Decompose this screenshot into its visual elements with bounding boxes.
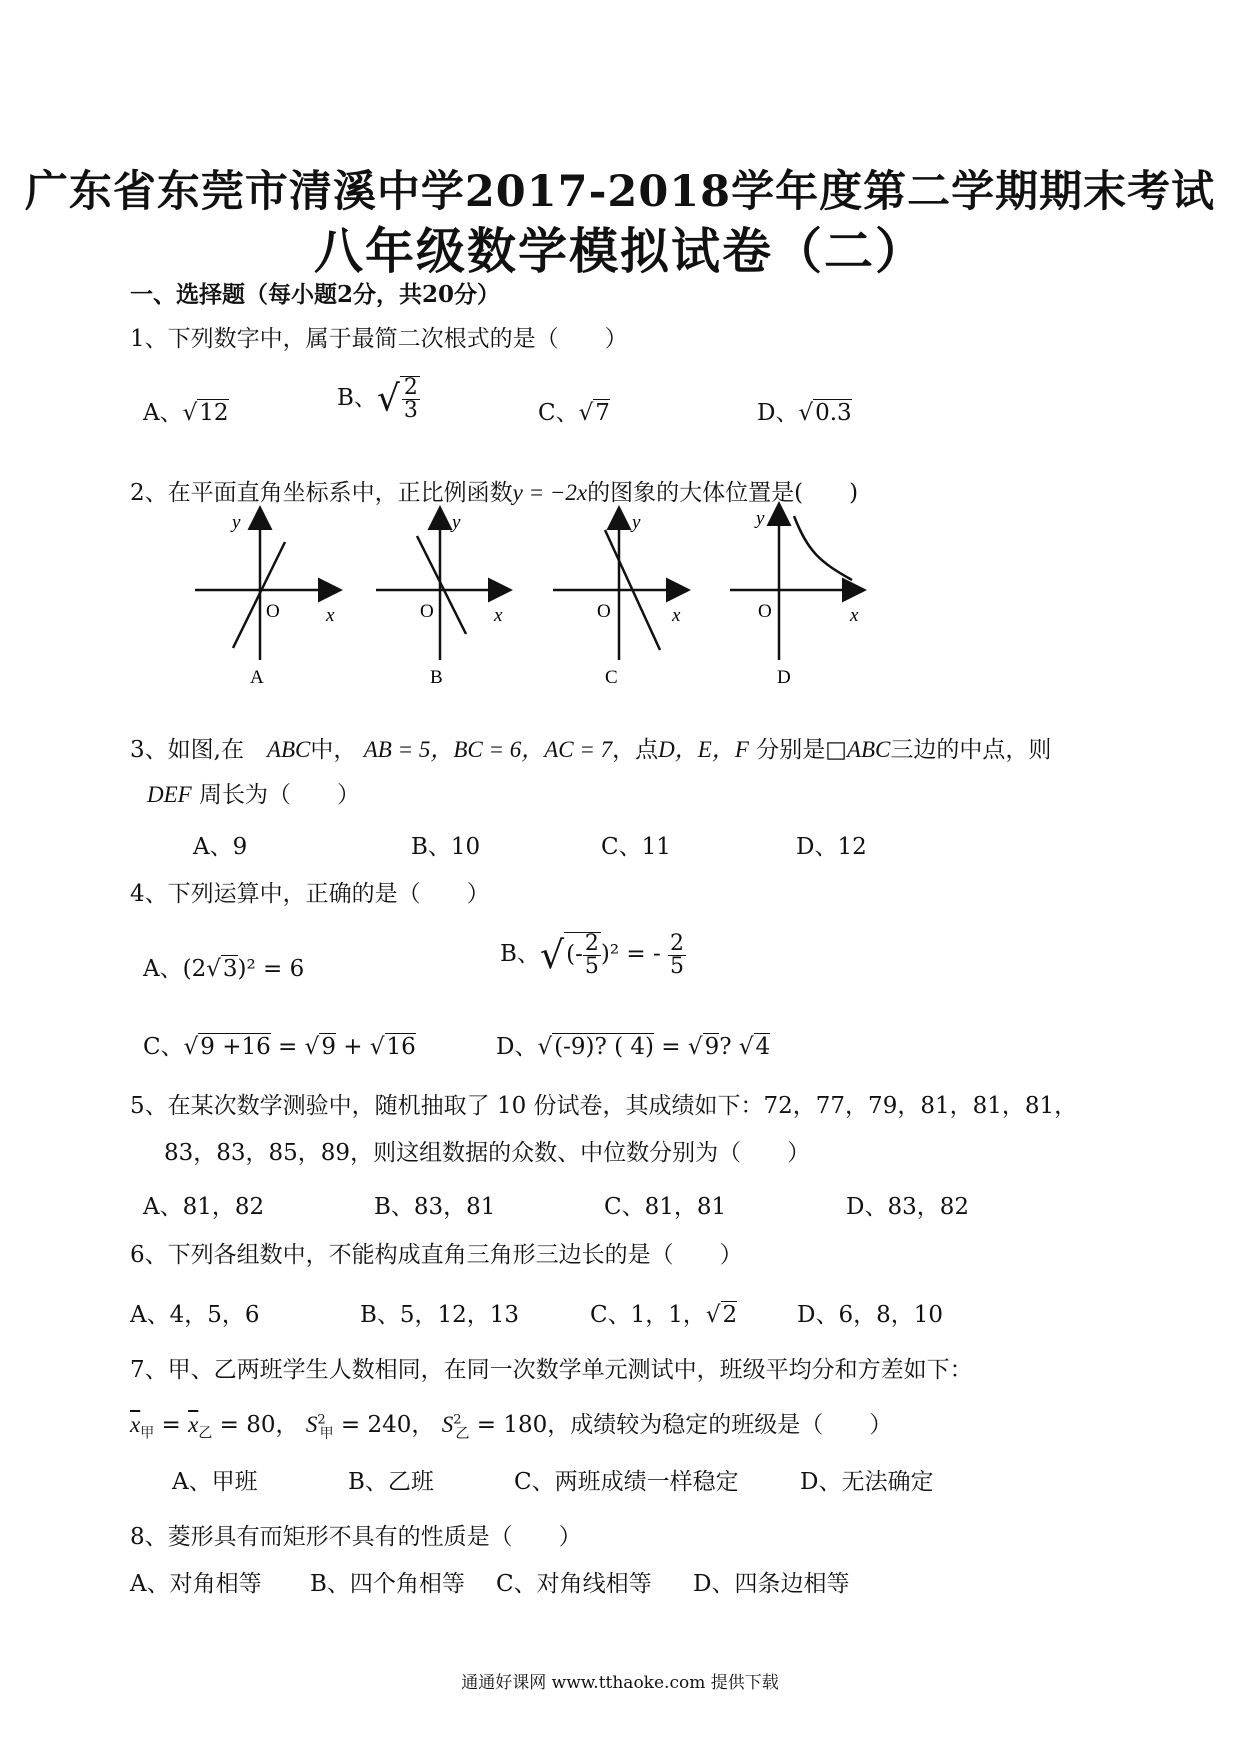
graph-d-x: x (850, 605, 859, 626)
graph-c (553, 510, 686, 688)
q5-option-c: C、81，81 (604, 1194, 727, 1220)
graph-a-x: x (326, 605, 335, 626)
q7-option-c: C、两班成绩一样稳定 (514, 1469, 739, 1495)
q7-option-d: D、无法确定 (800, 1469, 934, 1495)
graph-b (376, 510, 508, 688)
question-7-line2: $\overline{x}_甲 = \overline{x}_乙 = 80$， $S^2_甲 = 240$， $S^2_乙 = 180$，成绩较为稳定的班级是（ ） (130, 1412, 893, 1442)
graph-d-curve (794, 516, 852, 580)
question-3-line1: 3、如图,在 ABC中， AB = 5，BC = 6，AC = 7，点D，E，F 分别是□ABC三边的中点，则 (130, 737, 1052, 763)
q1-option-b: B、√ $\frac{2}{3}$ (337, 375, 418, 423)
q4-option-c: C、√9 +16 = √9 + √16 (143, 1034, 416, 1060)
graph-a-o: O (266, 601, 280, 622)
exam-title: 广东省东莞市清溪中学2017-2018学年度第二学期期末考试 (24, 167, 1216, 217)
footer-text: 通通好课网 www.tthaoke.com 提供下载 (461, 1673, 779, 1693)
q4-option-d: D、√(-9)? ( 4) = √9? √4 (496, 1034, 771, 1060)
q4-option-b: B、√(- $\frac{2}{5}$ )² = - $\frac{2}{5}$ (500, 930, 685, 979)
q3-option-d: D、12 (796, 834, 867, 860)
graph-b-x: x (494, 605, 503, 626)
graph-a-label: A (250, 667, 264, 688)
question-3-line2: DEF 周长为（ ） (147, 782, 361, 808)
question-5-line1: 5、在某次数学测验中，随机抽取了 10 份试卷，其成绩如下：72，77，79，81，81，81， (130, 1093, 1078, 1119)
graph-d-label: D (777, 667, 791, 688)
q1-option-a: A、√12 (143, 400, 229, 426)
q5-option-b: B、83，81 (374, 1194, 496, 1220)
question-1-stem: 1、下列数字中，属于最简二次根式的是（ ） (130, 326, 628, 352)
graph-d-o: O (758, 601, 772, 622)
q6-option-b: B、5，12，13 (360, 1302, 520, 1328)
q5-option-a: A、81，82 (143, 1194, 265, 1220)
q1-option-d: D、√0.3 (757, 400, 852, 426)
graph-b-y: y (452, 512, 461, 533)
graph-c-y: y (632, 512, 641, 533)
q3-option-c: C、11 (601, 834, 671, 860)
q8-option-c: C、对角线相等 (496, 1571, 652, 1597)
graph-a-y: y (232, 512, 241, 533)
question-8-stem: 8、菱形具有而矩形不具有的性质是（ ） (130, 1524, 582, 1550)
q7-option-b: B、乙班 (348, 1469, 434, 1495)
question-5-line2: 83，83，85，89，则这组数据的众数、中位数分别为（ ） (164, 1140, 811, 1166)
q8-option-b: B、四个角相等 (310, 1571, 465, 1597)
graph-d (730, 506, 862, 688)
graph-c-label: C (605, 667, 618, 688)
exam-subtitle: 八年级数学模拟试卷（二） (313, 222, 926, 280)
section-heading: 一、选择题（每小题2分，共20分） (130, 281, 501, 308)
q6-option-d: D、6，8，10 (797, 1302, 943, 1328)
graph-d-y: y (756, 508, 765, 529)
graph-c-x: x (672, 605, 681, 626)
q6-option-a: A、4，5，6 (130, 1302, 260, 1328)
question-6-stem: 6、下列各组数中，不能构成直角三角形三边长的是（ ） (130, 1242, 743, 1268)
graph-a (195, 510, 338, 688)
question-4-stem: 4、下列运算中，正确的是（ ） (130, 881, 490, 907)
graph-b-o: O (420, 601, 434, 622)
graph-b-label: B (430, 667, 443, 688)
graph-c-o: O (597, 601, 611, 622)
q4-option-a: A、(2√3)² = 6 (143, 956, 305, 982)
question-2-stem: 2、在平面直角坐标系中，正比例函数y = −2x的图象的大体位置是( ) (130, 480, 859, 506)
q8-option-a: A、对角相等 (130, 1571, 262, 1597)
q2-graphs (0, 500, 1240, 700)
q5-option-d: D、83，82 (846, 1194, 969, 1220)
q1-option-c: C、√7 (538, 400, 610, 426)
q3-option-b: B、10 (411, 834, 481, 860)
q7-option-a: A、甲班 (172, 1469, 258, 1495)
q3-option-a: A、9 (193, 834, 248, 860)
question-7-line1: 7、甲、乙两班学生人数相同，在同一次数学单元测试中，班级平均分和方差如下： (130, 1357, 973, 1383)
q6-option-c: C、1，1，√2 (590, 1302, 738, 1328)
q8-option-d: D、四条边相等 (693, 1571, 850, 1597)
